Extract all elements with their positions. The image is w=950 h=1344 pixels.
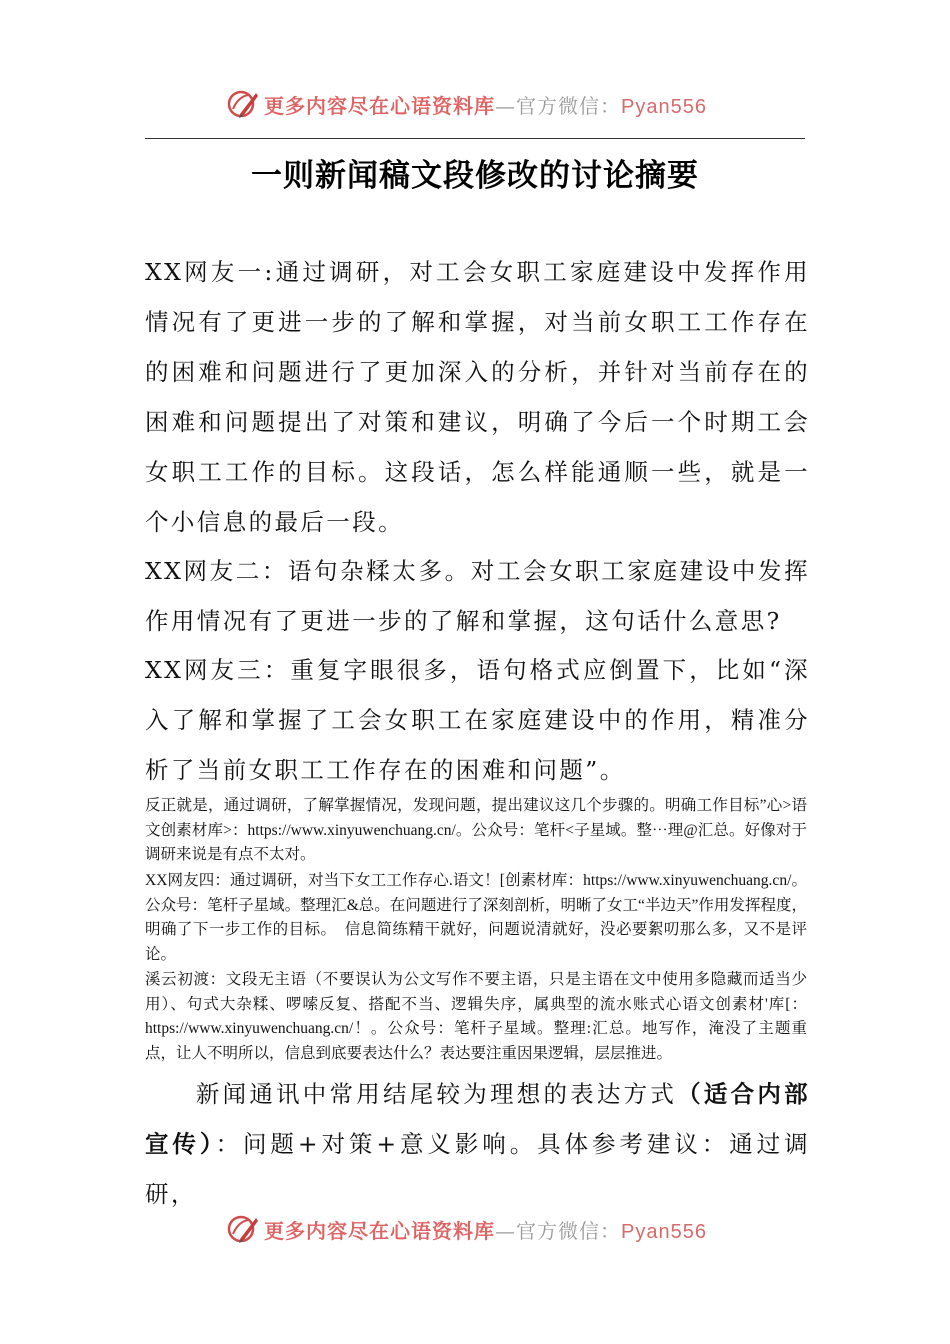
pen-logo-icon — [226, 1212, 260, 1246]
paragraph-netizen-3: XX网友三：重复字眼很多，语句格式应倒置下，比如“深入了解和掌握了工会女职工在家庭建设中的作用，精准分析了当前女职工工作存在的困难和问题”。 — [145, 656, 810, 784]
footer-banner — [226, 1209, 707, 1249]
ending-advice-rest: ：问题+对策+意义影响。具体参考建议：通过调研， — [145, 1130, 810, 1208]
paragraph-netizen-2: XX网友二：语句杂糅太多。对工会女职工家庭建设中发挥作用情况有了更进一步的了解和掌握，这句话什么意思? — [145, 557, 810, 635]
paragraph-xiyun: 溪云初渡：文段无主语（不要误认为公文写作不要主语，只是主语在文中使用多隐藏而适当少用）、句式大杂糅、啰嗦反复、搭配不当、逻辑失序，属典型的流水账式心语文创素材'库[：https://www.xinyuwenchuang.cn/！。公众号：笔杆子星域。整理:汇总。地写作，淹没了主题重点，让人不明所以，信息到底要表达什么？表达要注重因果逻辑，层层推进。 — [145, 971, 807, 1062]
paragraph-comment-summary: 反正就是，通过调研，了解掌握情况，发现问题，提出建议这几个步骤的。明确工作目标”心>语文创素材库>：https://www.xinyuwenchuang.cn/。公众号：笔杆<子星域。整⋯理@汇总。好像对于调研来说是有点不太对。 — [145, 797, 807, 863]
paragraph-netizen-4: XX网友四：通过调研，对当下女工工作存心.语文！[创素材库：https://www.xinyuwenchuang.cn/。公众号：笔杆子星域。整理汇&总。在问题进行了深刻剖析，明晰了女工“半边天”作用发挥程度，明确了下一步工作的目标。 信息简练精干就好，问题说清就好，没必要絮叨那么多，又不是评论。 — [145, 872, 807, 963]
ending-advice-bold: （适合内部宣传） — [145, 1080, 810, 1158]
banner-text: 更多内容尽在心语资料库—官方微信：Pyan556 — [264, 1218, 707, 1243]
banner-text: 更多内容尽在心语资料库—官方微信：Pyan556 — [264, 93, 707, 118]
header-banner — [226, 84, 707, 124]
page-title: 一则新闻稿文段修改的讨论摘要 — [251, 158, 699, 194]
header-divider — [145, 138, 805, 139]
paragraph-ending-advice — [145, 1069, 810, 1219]
ending-advice-lead: 新闻通讯中常用结尾较为理想的表达方式 — [195, 1080, 678, 1108]
pen-logo-icon — [226, 87, 260, 121]
paragraph-netizen-1: XX网友一:通过调研，对工会女职工家庭建设中发挥作用情况有了更进一步的了解和掌握，对当前女职工工作存在的困难和问题进行了更加深入的分析，并针对当前存在的困难和问题提出了对策和建议，明确了今后一个时期工会女职工工作的目标。这段话，怎么样能通顺一些，就是一个小信息的最后一段。 — [145, 258, 810, 536]
